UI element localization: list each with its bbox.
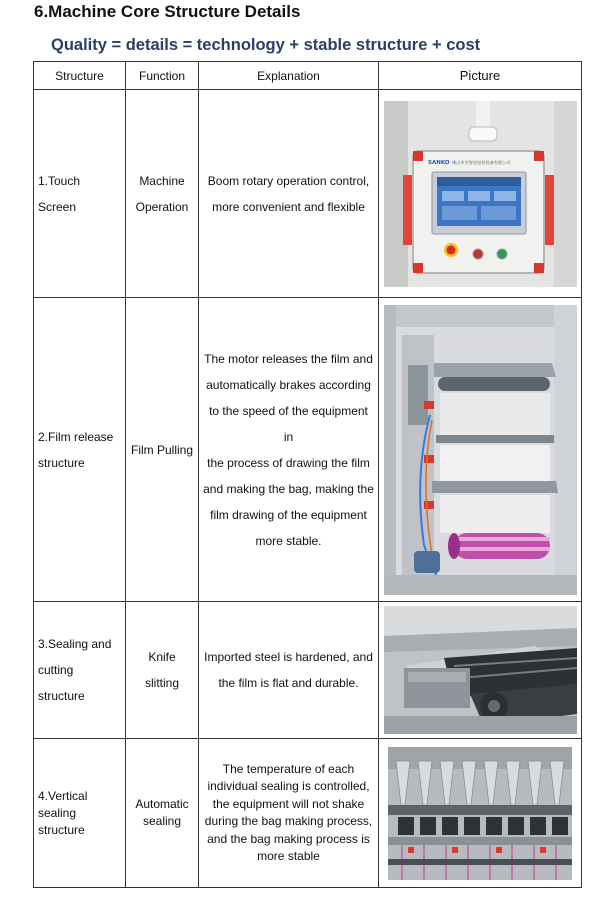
page-subheading: Quality = details = technology + stable structure + cost [51, 36, 481, 54]
knife-rollers-photo [384, 606, 577, 734]
explanation-line: film drawing of the equipment [210, 507, 367, 522]
explanation-line: automatically brakes according [206, 377, 371, 392]
picture-cell [379, 739, 582, 888]
function-cell [126, 90, 199, 298]
function-cell [126, 602, 199, 739]
explanation-line: and making the bag, making the [203, 481, 374, 496]
explanation-line: more convenient and flexible [212, 199, 365, 214]
picture-cell [379, 298, 582, 602]
function-line: Knife [148, 650, 176, 664]
structure-line: cutting [38, 663, 74, 677]
structure-cell [34, 90, 126, 298]
structure-line: 3.Sealing and [38, 637, 112, 651]
explanation-line: and the bag making process is [207, 831, 370, 846]
function-line: Automatic [135, 796, 189, 811]
structure-line: 1.Touch [38, 173, 81, 188]
explanation-cell [199, 602, 379, 739]
explanation-line: to the speed of the equipment in [209, 403, 368, 444]
explanation-line: more stable [257, 849, 320, 863]
explanation-line: The temperature of each [222, 761, 355, 776]
structure-line: structure [38, 455, 85, 470]
function-line: Film Pulling [130, 442, 193, 457]
explanation-line: the process of drawing the film [207, 455, 370, 470]
header-explanation: Explanation [199, 62, 379, 90]
structure-cell [34, 739, 126, 888]
function-line: sealing [142, 814, 182, 828]
explanation-line: the equipment will not shake [212, 796, 365, 811]
function-cell [126, 298, 199, 602]
explanation-line: Boom rotary operation control, [207, 173, 370, 188]
vertical-sealers-photo [388, 747, 572, 880]
function-line: Operation [135, 199, 189, 214]
table-row [34, 602, 582, 739]
function-cell [126, 739, 199, 888]
explanation-line: Imported steel is hardened, and [204, 650, 373, 664]
explanation-line: the film is flat and durable. [218, 676, 359, 690]
explanation-line: during the bag making process, [204, 814, 373, 828]
explanation-cell [199, 298, 379, 602]
company-caption: 佛山市岸智创包装设备有限公司 [451, 159, 511, 165]
explanation-line: more stable. [255, 533, 322, 548]
explanation-line: The motor releases the film and [204, 351, 373, 366]
structure-cell [34, 298, 126, 602]
explanation-line: individual sealing is controlled, [207, 779, 370, 793]
table-row [34, 298, 582, 602]
structure-table [33, 61, 582, 888]
explanation-cell [199, 90, 379, 298]
touch-screen-panel-photo [384, 101, 577, 287]
table-row [34, 739, 582, 888]
picture-cell [379, 602, 582, 739]
header-function: Function [126, 62, 199, 90]
film-roller-photo [384, 305, 577, 595]
structure-line: 2.Film release [38, 429, 114, 444]
structure-line: Screen [38, 199, 77, 214]
structure-line: structure [38, 822, 85, 837]
structure-line: 4.Vertical [38, 788, 88, 803]
function-line: slitting [144, 676, 179, 690]
page-heading: 6.Machine Core Structure Details [34, 2, 301, 21]
table-header-row [34, 62, 582, 90]
structure-line: sealing [38, 805, 77, 820]
picture-cell [379, 90, 582, 298]
explanation-cell [199, 739, 379, 888]
header-picture: Picture [379, 62, 582, 90]
function-line: Machine [139, 173, 185, 188]
table-row [34, 90, 582, 298]
structure-line: structure [38, 689, 85, 703]
brand-logo-text: SANKO [427, 159, 450, 166]
structure-cell [34, 602, 126, 739]
header-structure: Structure [34, 62, 126, 90]
